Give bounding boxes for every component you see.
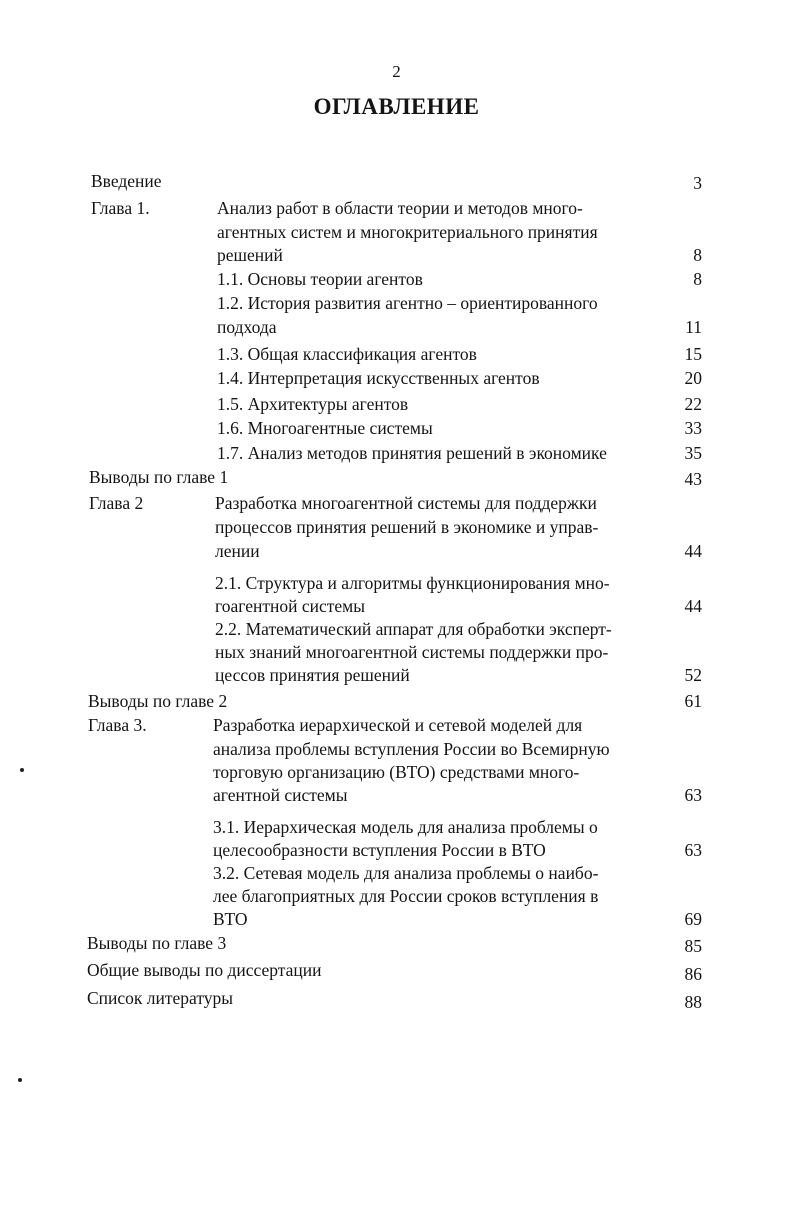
toc-section-2-1-line-1: 2.1. Структура и алгоритмы функционирования мно- <box>215 573 610 593</box>
toc-ch3-page: 63 <box>684 785 702 805</box>
toc-references-label: Список литературы <box>87 988 234 1008</box>
toc-section-1-1: 1.1. Основы теории агентов <box>217 269 423 289</box>
toc-section-3-1-line-2: целесообразности вступления России в ВТО <box>213 840 546 860</box>
toc-section-1-7-page: 35 <box>684 443 702 463</box>
toc-section-2-1-line-2: гоагентной системы <box>215 596 365 616</box>
toc-ch2-label: Глава 2 <box>89 493 144 513</box>
toc-section-1-3: 1.3. Общая классификация агентов <box>217 344 477 364</box>
toc-ch3-label: Глава 3. <box>88 715 147 735</box>
toc-section-2-2-line-2: ных знаний многоагентной системы поддержки про- <box>215 642 609 662</box>
toc-section-2-1-page: 44 <box>684 596 702 616</box>
toc-section-1-3-page: 15 <box>684 344 702 364</box>
toc-section-2-2-page: 52 <box>684 665 702 685</box>
toc-section-3-2-line-3: ВТО <box>213 909 248 929</box>
page-title: ОГЛАВЛЕНИЕ <box>313 94 480 119</box>
toc-section-1-4: 1.4. Интерпретация искусственных агентов <box>217 368 540 388</box>
toc-section-1-7: 1.7. Анализ методов принятия решений в экономике <box>217 443 607 463</box>
toc-section-2-2-line-3: цессов принятия решений <box>215 665 410 685</box>
toc-section-3-2-page: 69 <box>684 909 702 929</box>
toc-ch3-title-line-2: анализа проблемы вступления России во Всемирную <box>213 739 610 759</box>
toc-section-1-6-page: 33 <box>684 418 702 438</box>
toc-ch3-title-line-3: торговую организацию (ВТО) средствами много- <box>213 762 580 782</box>
toc-section-3-1-page: 63 <box>684 840 702 860</box>
toc-ch3-conclusions-label: Выводы по главе 3 <box>87 933 227 953</box>
toc-ch2-title-line-3: лении <box>215 541 260 561</box>
toc-section-1-4-page: 20 <box>684 368 702 388</box>
toc-ch3-title-line-1: Разработка иерархической и сетевой моделей для <box>213 715 583 735</box>
toc-ch1-conclusions-label: Выводы по главе 1 <box>89 467 229 487</box>
toc-general-conclusions-label: Общие выводы по диссертации <box>87 960 322 980</box>
toc-ch2-page: 44 <box>684 541 702 561</box>
toc-references-page: 88 <box>684 992 702 1012</box>
toc-general-conclusions-page: 86 <box>684 964 702 984</box>
toc-intro-label: Введение <box>91 171 162 191</box>
toc-ch3-title-line-4: агентной системы <box>213 785 348 805</box>
toc-ch2-conclusions-page: 61 <box>684 691 702 711</box>
toc-ch1-label: Глава 1. <box>91 198 150 218</box>
toc-section-1-5: 1.5. Архитектуры агентов <box>217 394 409 414</box>
toc-section-3-2-line-1: 3.2. Сетевая модель для анализа проблемы о наибо- <box>213 863 599 883</box>
toc-section-1-2-page: 11 <box>685 317 702 337</box>
toc-section-2-2-line-1: 2.2. Математический аппарат для обработки эксперт- <box>215 619 612 639</box>
toc-ch1-conclusions-page: 43 <box>684 469 702 489</box>
toc-section-3-1-line-1: 3.1. Иерархическая модель для анализа проблемы о <box>213 817 598 837</box>
toc-ch1-page: 8 <box>693 245 702 265</box>
toc-ch3-conclusions-page: 85 <box>684 936 702 956</box>
toc-ch1-title-line-2: агентных систем и многокритериального принятия <box>217 222 598 242</box>
toc-ch1-title-line-1: Анализ работ в области теории и методов много- <box>217 198 583 218</box>
toc-ch1-title-line-3: решений <box>217 245 283 265</box>
toc-ch2-title-line-2: процессов принятия решений в экономике и управ- <box>215 517 599 537</box>
toc-section-1-1-page: 8 <box>693 269 702 289</box>
page-number: 2 <box>392 62 401 81</box>
toc-ch2-conclusions-label: Выводы по главе 2 <box>88 691 228 711</box>
toc-section-3-2-line-2: лее благоприятных для России сроков вступления в <box>213 886 599 906</box>
toc-section-1-5-page: 22 <box>684 394 702 414</box>
toc-ch2-title-line-1: Разработка многоагентной системы для поддержки <box>215 493 597 513</box>
scan-dot-mark <box>20 768 24 772</box>
scan-dot-mark <box>18 1078 22 1082</box>
toc-section-1-2-line-1: 1.2. История развития агентно – ориентированного <box>217 293 598 313</box>
toc-intro-page: 3 <box>693 173 702 193</box>
toc-section-1-2-line-2: подхода <box>217 317 277 337</box>
toc-section-1-6: 1.6. Многоагентные системы <box>217 418 433 438</box>
